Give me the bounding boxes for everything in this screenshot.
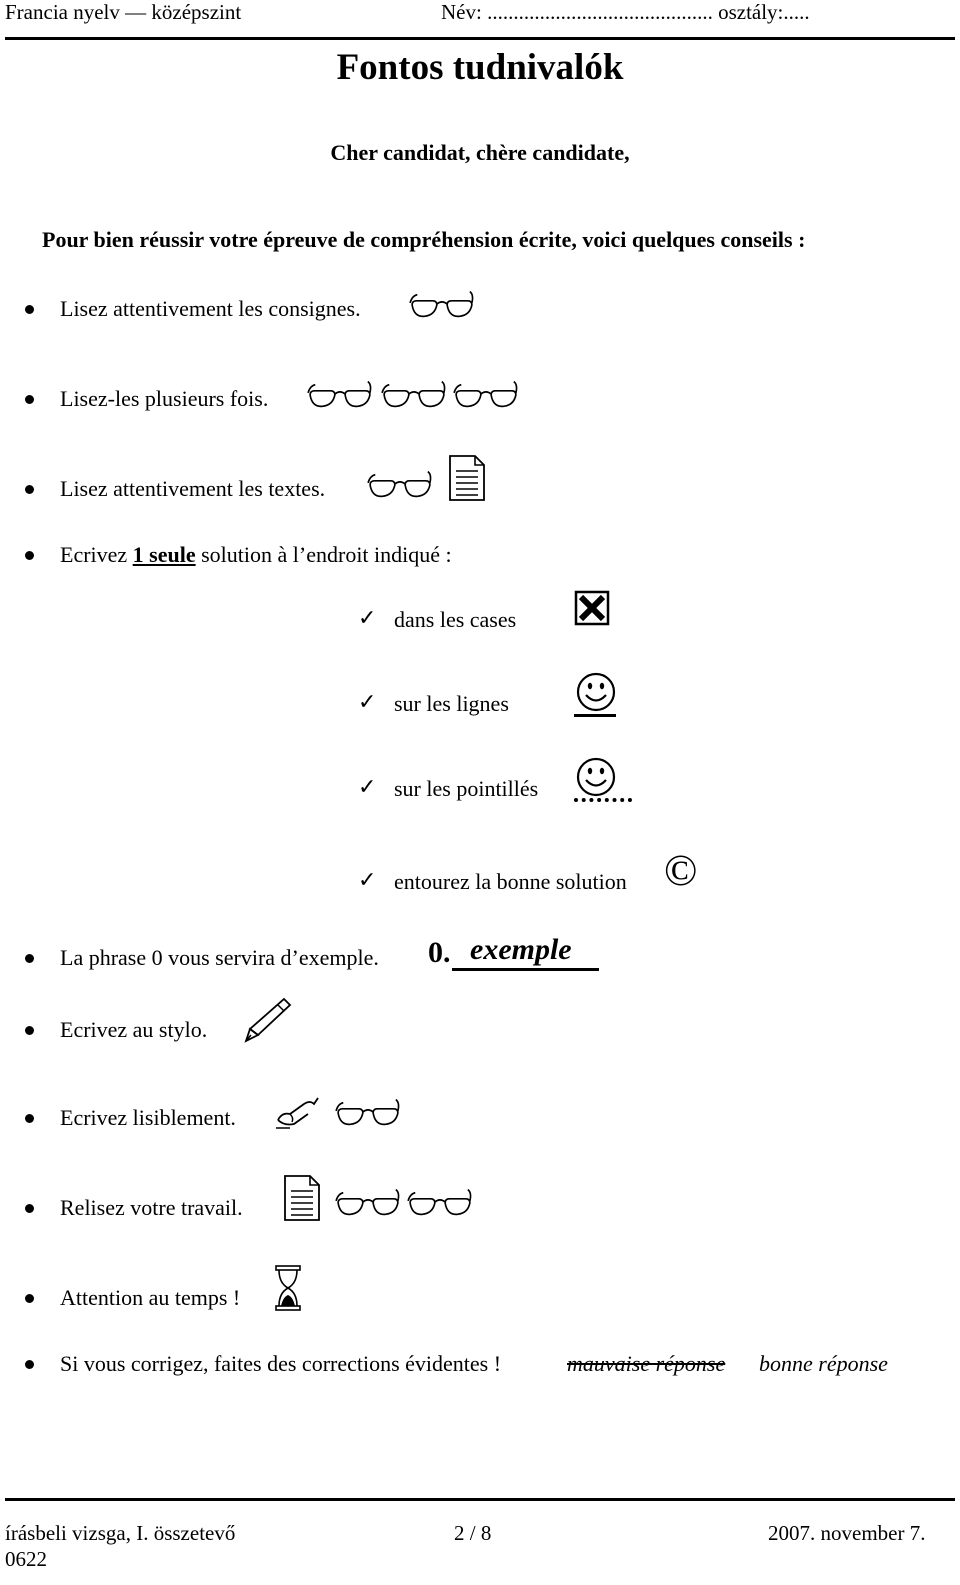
header-name-class-field: Név: ........................................... osztály:..... [441,0,810,24]
checkmark: ✓ [358,689,377,714]
bullet [25,1294,34,1303]
checkmark: ✓ [358,867,377,892]
glasses-icon [366,470,434,502]
checkmark: ✓ [358,774,377,799]
tip-read-several-times: Lisez-les plusieurs fois. [60,386,269,411]
subitem-dotted: sur les pointillés [394,776,539,801]
glasses-icon [406,1188,474,1220]
glasses-icon [334,1098,402,1130]
bullet [25,1114,34,1123]
bullet [25,551,34,560]
header-subject: Francia nyelv — középszint [5,0,242,24]
tip-read-texts: Lisez attentivement les textes. [60,476,326,501]
right-answer-example: bonne réponse [759,1351,888,1376]
tip-example: La phrase 0 vous servira d’exemple. [60,945,379,970]
subitem-circle: entourez la bonne solution [394,869,627,894]
footer-exam: írásbeli vizsga, I. összetevő [5,1521,236,1545]
bullet [25,1026,34,1035]
tip-legibly: Ecrivez lisiblement. [60,1105,236,1130]
greeting: Cher candidat, chère candidate, [330,140,630,165]
smiley-icon [576,672,616,712]
circled-c-icon: © [664,846,698,895]
bullet [25,485,34,494]
document-icon [284,1175,320,1221]
answer-line [574,714,616,717]
glasses-icon [408,290,476,322]
page-title: Fontos tudnivalók [336,47,624,88]
document-icon [449,455,485,501]
bullet [25,954,34,963]
example-word: exemple [470,933,572,966]
glasses-icon [306,380,374,412]
footer-rule [5,1498,955,1501]
glasses-icon [380,380,448,412]
tip-pen: Ecrivez au stylo. [60,1017,208,1042]
tip-time: Attention au temps ! [60,1285,241,1310]
checked-box-icon [574,590,610,626]
tip-read-instructions: Lisez attentivement les consignes. [60,296,361,321]
bullet [25,1360,34,1369]
example-number: 0. [428,936,451,969]
dotted-line [574,798,632,802]
subitem-lines: sur les lignes [394,691,509,716]
footer-code: 0622 [5,1547,47,1571]
bullet [25,1204,34,1213]
checkmark: ✓ [358,605,377,630]
bullet [25,395,34,404]
smiley-icon [576,757,616,797]
tip-corrections: Si vous corrigez, faites des corrections évidentes ! [60,1351,502,1376]
emphasis-one-only: 1 seule [132,542,196,567]
fountain-pen-icon [240,995,292,1045]
subitem-boxes: dans les cases [394,607,517,632]
page-number: 2 / 8 [454,1521,492,1545]
glasses-icon [334,1188,402,1220]
intro-text: Pour bien réussir votre épreuve de compréhension écrite, voici quelques conseils : [42,227,806,252]
tip-one-solution: Ecrivez 1 seule solution à l’endroit indiqué : [60,542,452,567]
hourglass-icon [274,1265,302,1311]
tip-reread: Relisez votre travail. [60,1195,243,1220]
glasses-icon [452,380,520,412]
example-underline [452,968,599,971]
wrong-answer-example: mauvaise réponse [567,1351,726,1376]
bullet [25,305,34,314]
footer-date: 2007. november 7. [768,1521,926,1545]
header-rule [5,37,955,40]
writing-hand-icon [274,1094,322,1130]
